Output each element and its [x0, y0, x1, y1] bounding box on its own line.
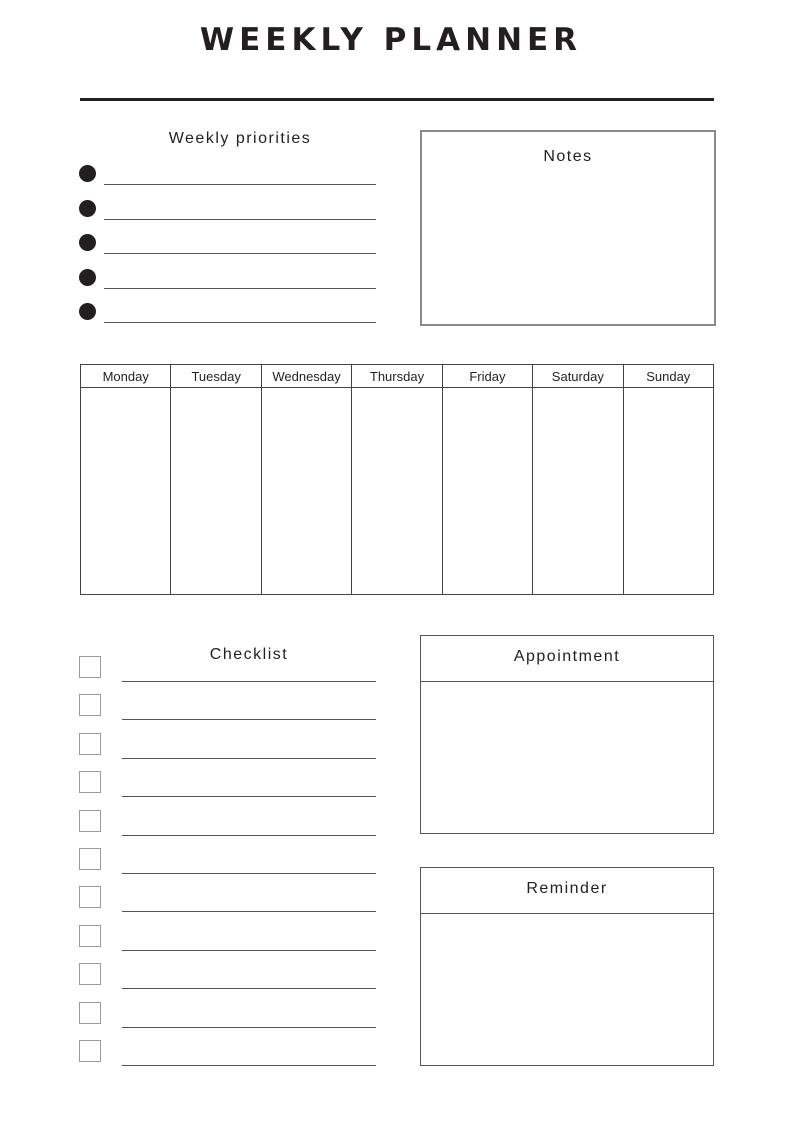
checklist-line[interactable]: [122, 950, 376, 951]
priority-item[interactable]: [79, 233, 376, 268]
checkbox[interactable]: [79, 886, 101, 908]
appointment-header: [421, 636, 713, 682]
reminder-box[interactable]: [420, 867, 714, 1066]
page-title: WEEKLY PLANNER: [199, 22, 583, 58]
reminder-header: [421, 868, 713, 914]
priority-item[interactable]: [79, 199, 376, 234]
day-cell-saturday[interactable]: [533, 388, 623, 595]
reminder-heading: Reminder: [526, 880, 608, 897]
bullet-icon: [79, 303, 96, 320]
day-header-monday: Monday: [81, 365, 171, 388]
checklist-item: [79, 963, 376, 1001]
bullet-icon: [79, 234, 96, 251]
notes-box[interactable]: [420, 130, 716, 326]
checklist-line[interactable]: [122, 911, 376, 912]
day-cell-wednesday[interactable]: [261, 388, 351, 595]
checklist-line[interactable]: [122, 873, 376, 874]
priority-line[interactable]: [104, 253, 376, 254]
priority-item[interactable]: [79, 302, 376, 337]
bullet-icon: [79, 269, 96, 286]
title-divider: [80, 98, 714, 101]
day-cell-monday[interactable]: [81, 388, 171, 595]
checklist-item: [79, 810, 376, 848]
week-body-row: [81, 388, 714, 595]
day-header-saturday: Saturday: [533, 365, 623, 388]
checklist-item: [79, 1002, 376, 1040]
checklist-line[interactable]: [122, 796, 376, 797]
day-cell-thursday[interactable]: [352, 388, 442, 595]
priority-line[interactable]: [104, 219, 376, 220]
checkbox[interactable]: [79, 1002, 101, 1024]
checkbox[interactable]: [79, 656, 101, 678]
appointment-heading: Appointment: [513, 648, 621, 665]
priority-line[interactable]: [104, 184, 376, 185]
appointment-box[interactable]: [420, 635, 714, 834]
priorities-list: [79, 164, 376, 337]
day-header-sunday: Sunday: [623, 365, 713, 388]
checklist-item: [79, 694, 376, 732]
day-header-tuesday: Tuesday: [171, 365, 261, 388]
checklist-heading: Checklist: [209, 646, 289, 663]
checkbox[interactable]: [79, 810, 101, 832]
checklist-line[interactable]: [122, 835, 376, 836]
day-header-friday: Friday: [442, 365, 532, 388]
checkbox[interactable]: [79, 694, 101, 716]
checkbox[interactable]: [79, 771, 101, 793]
checklist: [79, 656, 376, 1078]
checklist-item: [79, 886, 376, 924]
checklist-line[interactable]: [122, 758, 376, 759]
day-cell-tuesday[interactable]: [171, 388, 261, 595]
day-header-wednesday: Wednesday: [261, 365, 351, 388]
checklist-item: [79, 1040, 376, 1078]
checkbox[interactable]: [79, 733, 101, 755]
day-cell-friday[interactable]: [442, 388, 532, 595]
checkbox[interactable]: [79, 848, 101, 870]
checklist-line[interactable]: [122, 719, 376, 720]
checklist-item: [79, 848, 376, 886]
checkbox[interactable]: [79, 1040, 101, 1062]
bullet-icon: [79, 165, 96, 182]
checkbox[interactable]: [79, 925, 101, 947]
checklist-line[interactable]: [122, 1065, 376, 1066]
priority-line[interactable]: [104, 288, 376, 289]
notes-heading: Notes: [543, 148, 593, 165]
checklist-line[interactable]: [122, 988, 376, 989]
day-cell-sunday[interactable]: [623, 388, 713, 595]
priority-line[interactable]: [104, 322, 376, 323]
day-header-thursday: Thursday: [352, 365, 442, 388]
checklist-item: [79, 925, 376, 963]
priority-item[interactable]: [79, 164, 376, 199]
week-header-row: [81, 365, 714, 388]
priorities-heading: Weekly priorities: [168, 130, 312, 147]
checkbox[interactable]: [79, 963, 101, 985]
checklist-line[interactable]: [122, 681, 376, 682]
checklist-item: [79, 656, 376, 694]
week-table: [80, 364, 714, 595]
checklist-line[interactable]: [122, 1027, 376, 1028]
bullet-icon: [79, 200, 96, 217]
checklist-item: [79, 771, 376, 809]
priority-item[interactable]: [79, 268, 376, 303]
checklist-item: [79, 733, 376, 771]
